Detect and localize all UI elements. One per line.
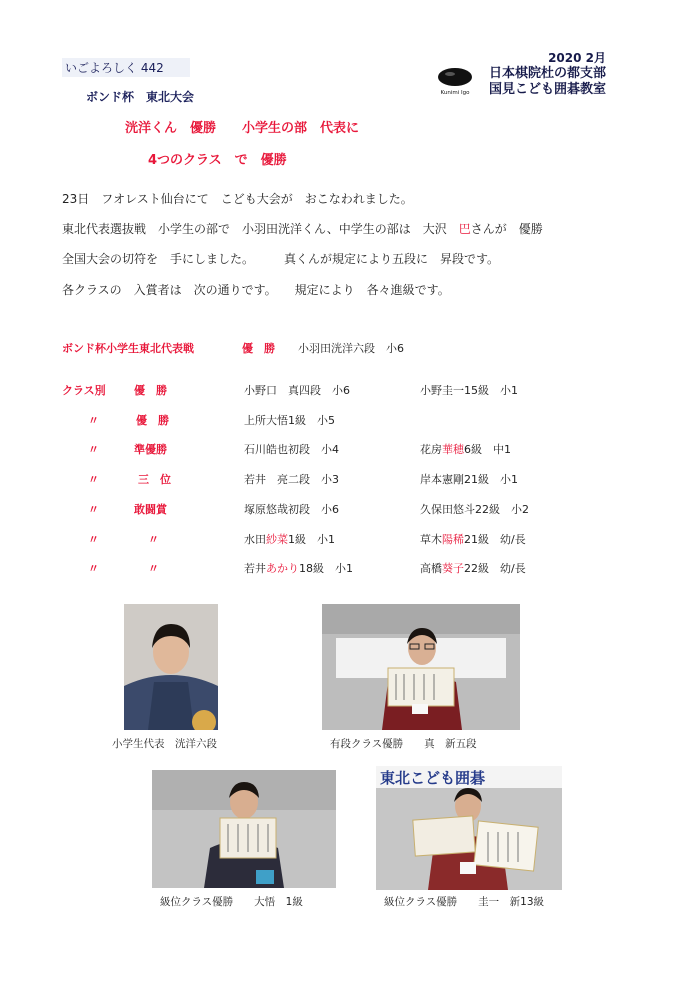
intro-highlight: 巴 [458, 222, 471, 236]
winner-left: 水田紗菜1級 小1 [244, 533, 335, 546]
class-cell: 〃 [88, 503, 99, 516]
logo-text: Kunimi Igo [440, 90, 470, 96]
winner-right: 久保田悠斗22級 小2 [420, 503, 529, 516]
intro-line-2-part-1: 東北代表選抜戦 小学生の部で 小羽田洸洋くん、中学生の部は 大沢 [62, 222, 459, 236]
place-cell: 〃 [148, 533, 159, 546]
place-cell: 敢闘賞 [134, 503, 167, 516]
winner-left: 石川皓也初段 小4 [244, 443, 339, 456]
place-cell: 三 位 [138, 473, 171, 486]
go-stone-logo [434, 66, 476, 96]
org-name-2: 国見こども囲碁教室 [488, 82, 606, 97]
place-cell: 〃 [148, 562, 159, 575]
caption-photo-3: 級位クラス優勝 大悟 1級 [160, 896, 303, 908]
winner-right: 草木陽稀21級 幼/長 [420, 533, 526, 546]
intro-line-1: 23日 フオレスト仙台にて こども大会が おこなわれました。 [62, 192, 413, 206]
winner-left: 塚原悠哉初段 小6 [244, 503, 339, 516]
class-cell: 〃 [88, 533, 99, 546]
headline-1: 洸洋くん 優勝 小学生の部 代表に [125, 121, 360, 136]
rep-label: ボンド杯小学生東北代表戦 [62, 342, 194, 355]
winner-right: 花房華穂6級 中1 [420, 443, 511, 456]
organization-block [489, 50, 606, 98]
winner-right: 岸本憲剛21級 小1 [420, 473, 518, 486]
winner-left: 若井あかり18級 小1 [244, 562, 353, 575]
caption-photo-1: 小学生代表 洸洋六段 [112, 738, 217, 750]
caption-photo-2: 有段クラス優勝 真 新五段 [330, 738, 477, 750]
class-cell: 〃 [88, 473, 99, 486]
intro-line-3: 全国大会の切符を 手にしました。 真くんが規定により五段に 昇段です。 [62, 252, 500, 266]
winner-left: 小野口 真四段 小6 [244, 384, 350, 397]
org-name-1: 日本棋院杜の都支部 [488, 66, 606, 81]
intro-line-4: 各クラスの 入賞者は 次の通りです。 規定により 各々進級です。 [62, 283, 450, 297]
photo-kyu-class-1 [152, 770, 336, 888]
issue-date: 2020 2月 [548, 51, 606, 65]
headline-2: 4つのクラス で 優勝 [148, 153, 287, 168]
class-cell: 〃 [88, 414, 99, 427]
class-cell: 〃 [88, 443, 99, 456]
winner-left: 若井 亮二段 小3 [244, 473, 339, 486]
photo-dan-class [322, 604, 520, 730]
intro-line-2-part-2: さんが 優勝 [470, 222, 543, 236]
winner-right: 高橋葵子22級 幼/長 [420, 562, 526, 575]
banner-text: 東北こども囲碁 [380, 769, 486, 787]
rep-result: 優 勝 [242, 342, 275, 355]
place-cell: 優 勝 [134, 384, 167, 397]
place-cell: 優 勝 [136, 414, 169, 427]
winner-right: 小野圭一15級 小1 [420, 384, 518, 397]
rep-name: 小羽田洸洋六段 小6 [298, 342, 404, 355]
issue-label: いごよろしく 442 [62, 58, 190, 77]
caption-photo-4: 級位クラス優勝 圭一 新13級 [384, 896, 545, 908]
photo-kyu-class-2 [376, 766, 562, 890]
class-cell: 〃 [88, 562, 99, 575]
winner-left: 上所大悟1級 小5 [244, 414, 335, 427]
photo-representative [124, 604, 218, 730]
intro-line-2 [62, 220, 543, 237]
place-cell: 準優勝 [134, 443, 167, 456]
event-subtitle: ボンド杯 東北大会 [86, 90, 195, 104]
class-cell: クラス別 [62, 384, 106, 397]
